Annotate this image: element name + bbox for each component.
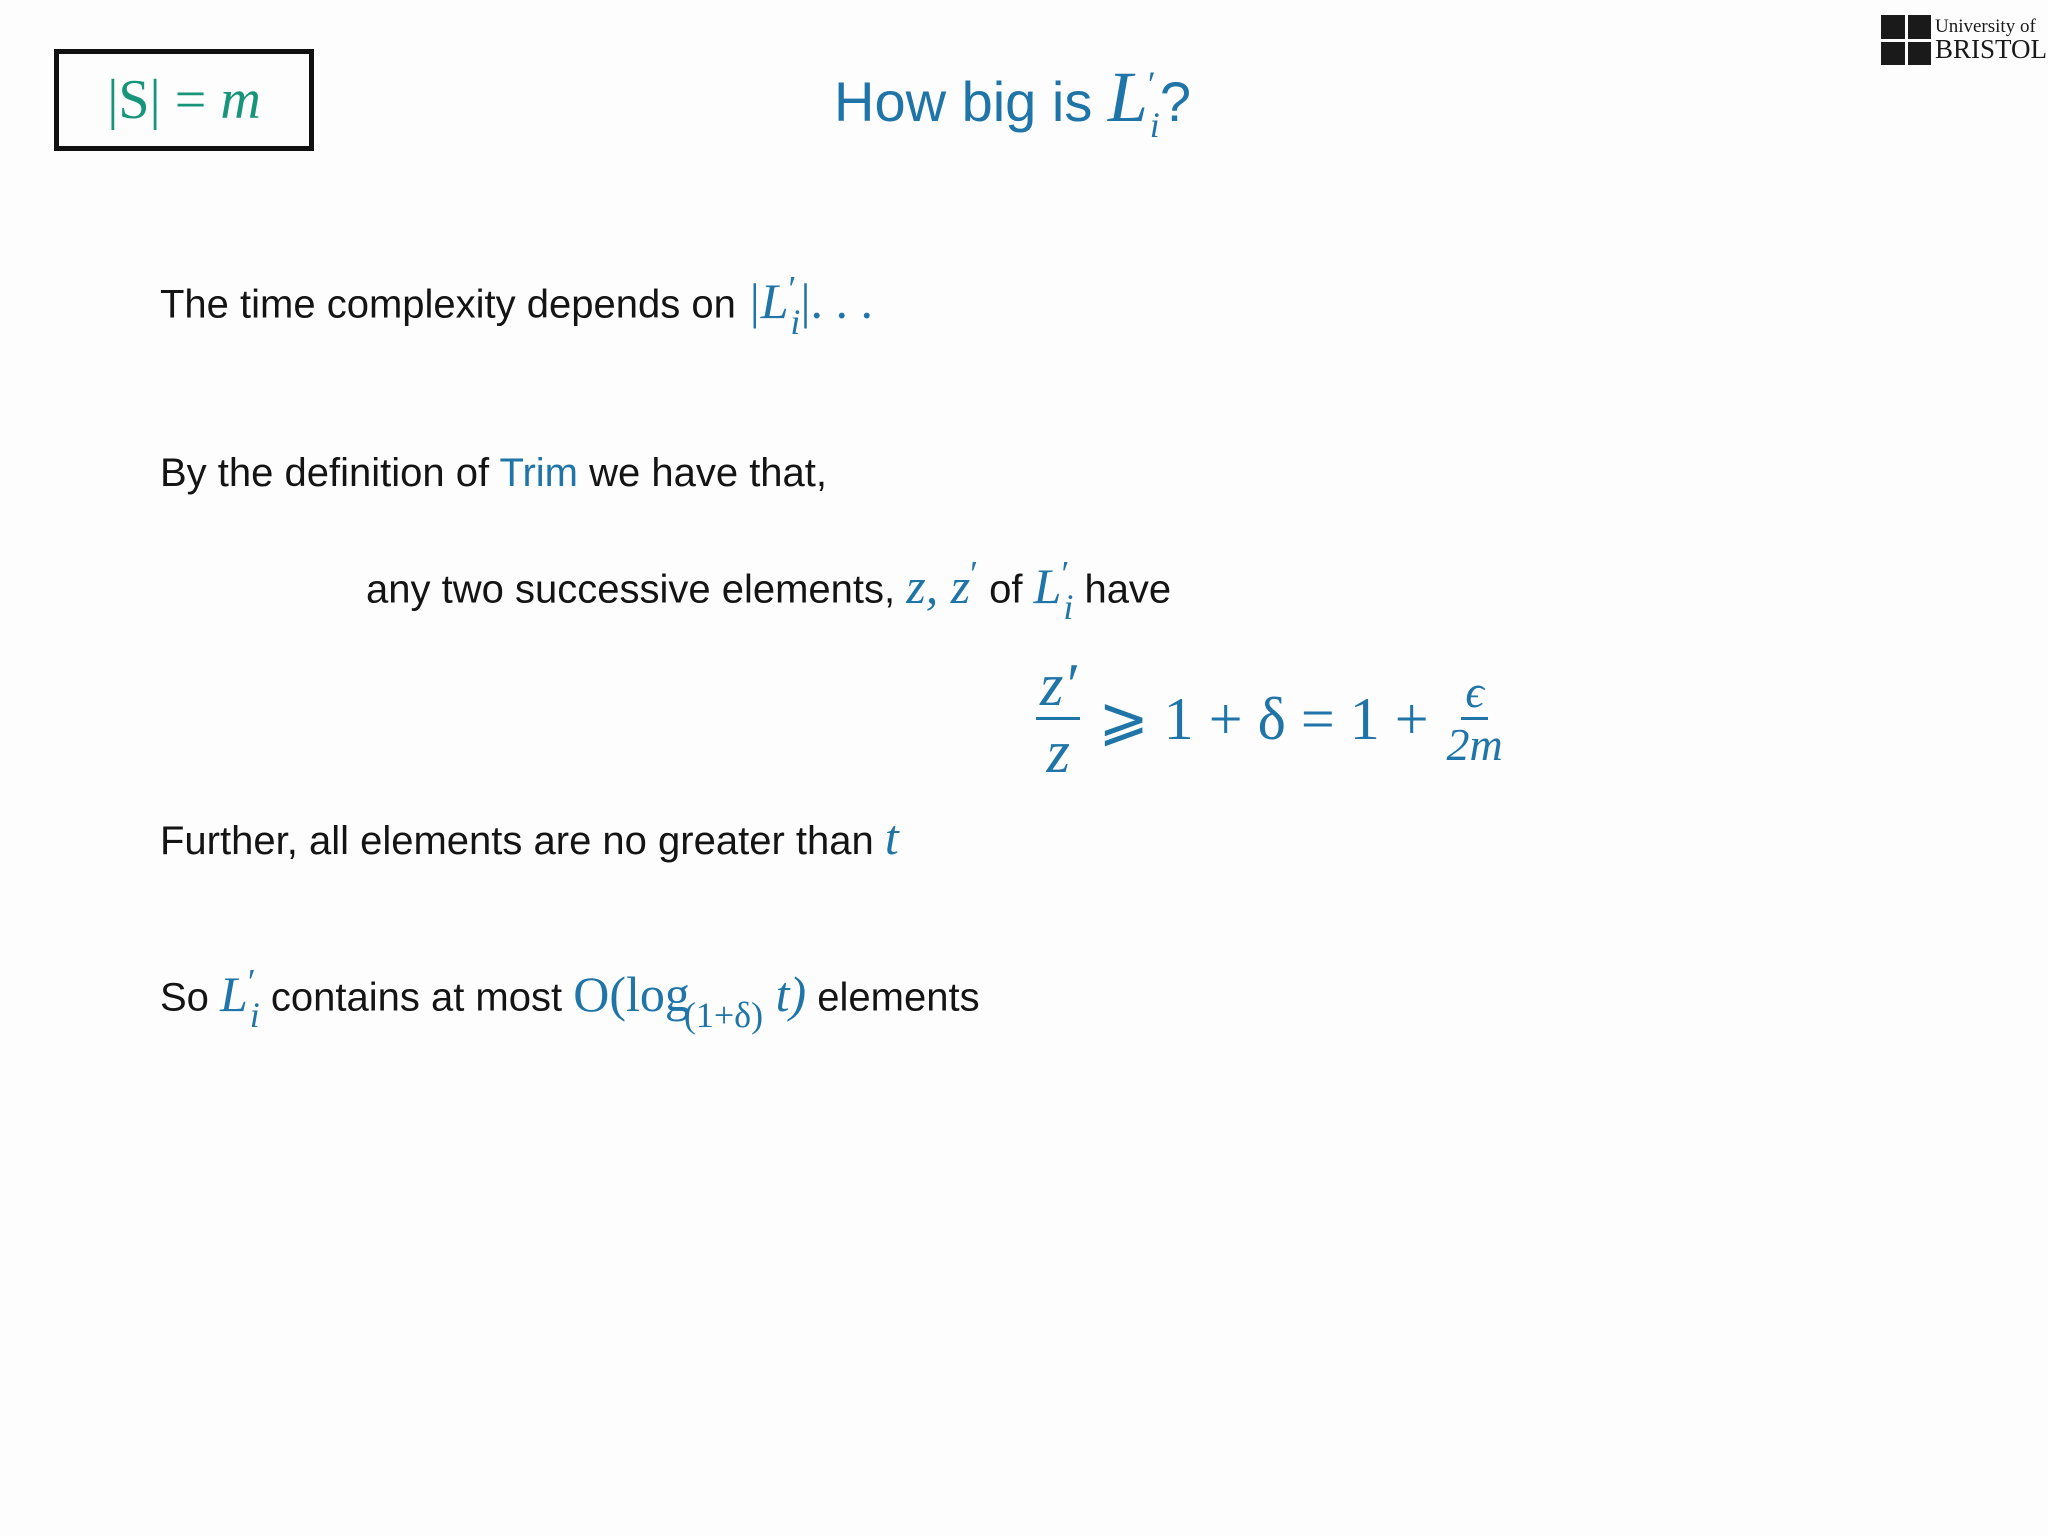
line5-math-O: $O(\log_{(1+\delta)}$ t) <box>573 965 807 1035</box>
logo-line1: University of <box>1935 16 2036 37</box>
slide-title: How big is $L'_i$? <box>834 57 1191 146</box>
line-trim-definition: By the definition of Trim we have that, <box>160 451 828 495</box>
constraint-formula: |S| = m <box>107 69 261 131</box>
equation-middle: ⩾ 1 + δ = 1 + <box>1098 685 1429 752</box>
line4-math: t <box>884 809 899 865</box>
university-logo <box>1881 12 2048 68</box>
ratio-fraction: $\frac{z'}{z}$ <box>1036 655 1080 782</box>
line-conclusion: So $L'_i$ contains at most $O(\log_{(1+\delta)}$ t) elements <box>160 961 980 1035</box>
line-upper-bound: Further, all elements are no greater than t <box>160 809 899 865</box>
epsilon-fraction: $\frac{\epsilon}{2m}$ <box>1446 666 1503 770</box>
line5-math-L: $L'_i$ <box>220 961 260 1035</box>
crest-icon <box>1881 15 1931 65</box>
line3-math-z: z, z′ <box>906 553 979 614</box>
title-math: $L'_i$ <box>1107 57 1160 146</box>
line3-math-L: $L'_i$ <box>1033 553 1074 627</box>
constraint-box <box>54 49 314 151</box>
ratio-equation <box>1036 652 1503 785</box>
line-time-complexity: The time complexity depends on $|L'_i|$. . . <box>160 268 873 342</box>
logo-line2: BRISTOL <box>1935 34 2048 64</box>
trim-keyword: Trim <box>499 451 578 495</box>
line1-math: $|L'_i|$. . . <box>746 268 873 342</box>
line-successive-elements: any two successive elements, z, z′ of $L'_i$ have <box>366 553 1172 627</box>
